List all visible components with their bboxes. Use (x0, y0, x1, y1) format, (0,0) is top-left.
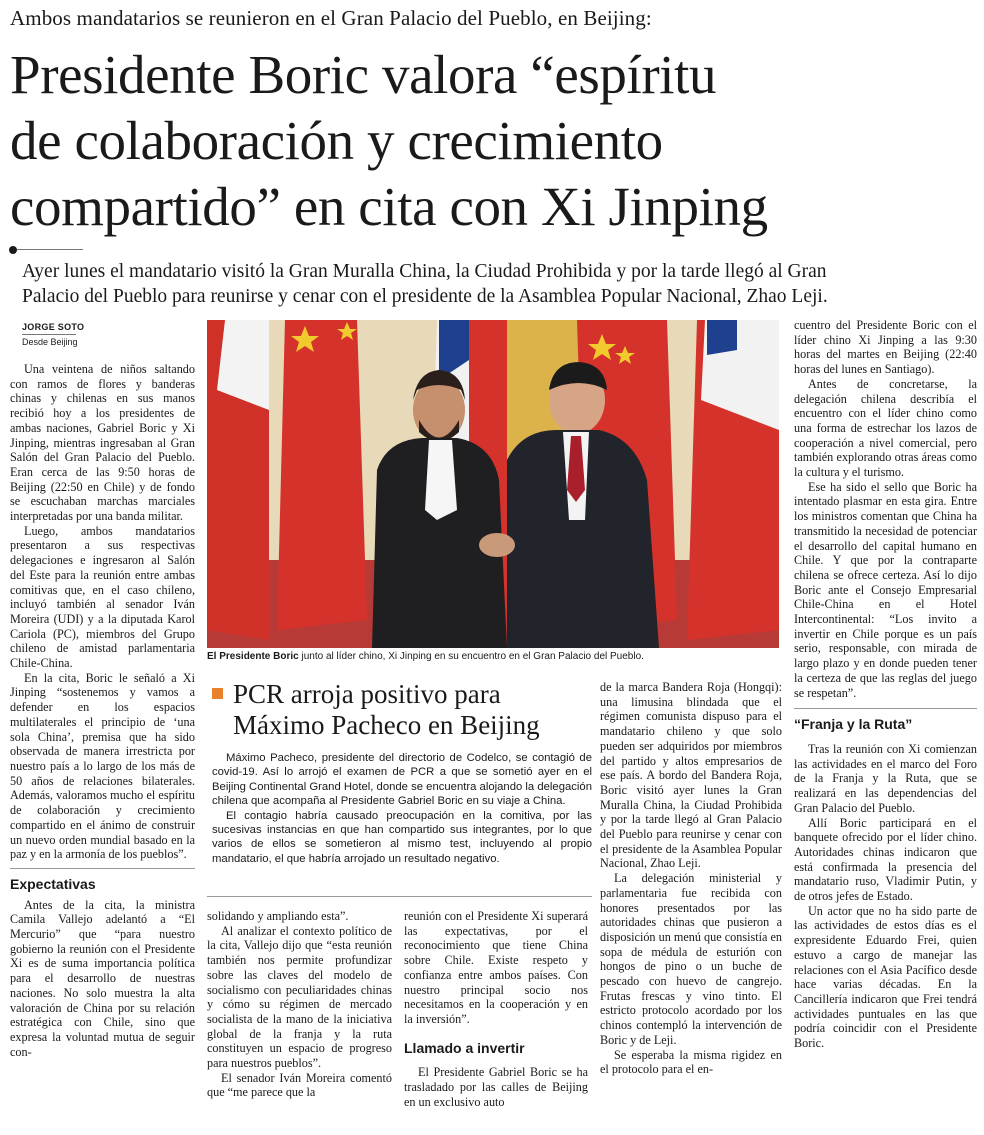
box-bottom-rule (207, 896, 592, 897)
paragraph: Un actor que no ha sido parte de las actividades de estos días es el expresidente Eduardo Frei, quien estuvo a cargo de manejar las relaciones con el Asia Pacífico desde hace varias décadas. En la Cancillería indicaron que Frei tendrá actividades puntuales en las que podría coincidir con el Presidente Boric. (794, 903, 977, 1051)
paragraph: cuentro del Presidente Boric con el líder chino Xi Jinping a las 9:30 horas del martes en Beijing (22:40 horas del lunes en Santiago). (794, 318, 977, 377)
article-column-3 (404, 909, 588, 1109)
headline-line: de colaboración y crecimiento (10, 110, 663, 171)
paragraph: Una veintena de niños saltando con ramos de flores y banderas chinas y chilenas en sus manos recibió hoy a los presidentes de ambas naciones, Gabriel Boric y Xi Jinping, mientras ingresaban al Gran Salón del Gran Palacio del Pueblo. Eran cerca de las 9:50 horas de Beijing (22:50 en Chile) y de fondo se escuchaban marchas marciales interpretadas por una banda militar. (10, 362, 195, 524)
article-column-4 (600, 680, 782, 1077)
bullet-dot (9, 246, 17, 254)
box-body (212, 751, 592, 866)
divider (10, 868, 195, 869)
paragraph: reunión con el Presidente Xi superará las expectativas, por el reconocimiento que tiene China sobre Chile. Existe respeto y confianza entre ambos países. Con nuestro principal socio nos necesitamos en la cooperación y en la inversión”. (404, 909, 588, 1026)
article-column-2 (207, 909, 392, 1100)
paragraph: de la marca Bandera Roja (Hongqi): una limusina blindada que el régimen comunista dispuso para el mandatario chileno y que solo pueden ser adquiridos por miembros del partido y altos empresarios de ese país. A bordo del Bandera Roja, Boric visitó ayer lunes la Gran Muralla China, la Ciudad Prohibida y por la tarde llegó al Gran Palacio del Pueblo para reunirse y cenar con el presidente de la Asamblea Popular Nacional, Zhao Leji. (600, 680, 782, 871)
article-column-5 (794, 318, 977, 1051)
paragraph: Antes de la cita, la ministra Camila Vallejo adelantó a “El Mercurio” que “para nuestro gobierno la reunión con el Presidente Xi es de suma importancia política para el desarrollo de nuestras naciones. No solo muestra la alta valoración de China por su relación estratégica con Chile, sino que expresa la voluntad mutua de seguir con- (10, 897, 195, 1059)
caption-text: junto al líder chino, Xi Jinping en su encuentro en el Gran Palacio del Pueblo. (298, 651, 644, 662)
paragraph: La delegación ministerial y parlamentaria fue recibida con honores presentados por las autoridades chinas que pusieron a disposición un menú que consistía en sopa de médula de esturión con hongos de pino o un buche de pescado con huevo de cangrejo. Frutas frescas y vino tinto. El estricto protocolo acordado por los chinos contempló la intervención de Boric y de Leji. (600, 871, 782, 1047)
paragraph: Al analizar el contexto político de la cita, Vallejo dijo que “esta reunión también nos permite profundizar sobre las claves del modelo de socialismo con peculiaridades chinas y cómo su régimen de mercado socialista de la mano de la iniciativa global de la franja y la ruta constituyen un espacio de progreso para nuestros pueblos”. (207, 923, 392, 1071)
subheadline-line: Ayer lunes el mandatario visitó la Gran Muralla China, la Ciudad Prohibida y por la tarde llegó al Gran (22, 261, 827, 282)
divider (794, 708, 977, 709)
paragraph: Máximo Pacheco, presidente del directorio de Codelco, se contagió de covid-19. Así lo arrojó el examen de PCR a que se sometió ayer en el Beijing Continental Grand Hotel, donde se encuentra alojando la delegación chilena que acompaña al Presidente Gabriel Boric en su viaje a China. (212, 752, 592, 808)
headline-line: Presidente Boric valora “espíritu (10, 44, 717, 105)
paragraph: El senador Iván Moreira comentó que “me parece que la (207, 1070, 392, 1100)
box-title-line: PCR arroja positivo para (233, 679, 501, 709)
subheadline-line: Palacio del Pueblo para reunirse y cenar con el presidente de la Asamblea Popular Nacional, Zhao Leji. (22, 286, 828, 307)
box-title (233, 679, 540, 741)
box-marker (212, 688, 223, 699)
subheadline (22, 259, 977, 309)
headline (10, 42, 980, 240)
photo-illustration (207, 320, 779, 648)
subhead-franja: “Franja y la Ruta” (794, 716, 913, 733)
headline-line: compartido” en cita con Xi Jinping (10, 176, 768, 237)
paragraph: Allí Boric participará en el banquete ofrecido por el líder chino. Autoridades chinas indicaron que está confirmada la presencia del mandatario ruso, Vladimir Putin, y de otros jefes de Estado. (794, 815, 977, 904)
kicker: Ambos mandatarios se reunieron en el Gran Palacio del Pueblo, en Beijing: (10, 6, 652, 30)
article-column-1 (10, 362, 195, 1059)
paragraph: Antes de concretarse, la delegación chilena describía el encuentro con el líder chino como una forma de estrechar los lazos de cooperación a nivel comercial, pero también explorando otras áreas como la cultura y el turismo. (794, 376, 977, 480)
photo-caption (207, 651, 782, 662)
bullet-rule (17, 249, 83, 250)
subhead-llamado: Llamado a invertir (404, 1039, 525, 1056)
paragraph: El contagio habría causado preocupación en la comitiva, por las sucesivas instancias en que han compartido sus integrantes, por lo que varios de ellos se sometieron al mismo test, incluyendo al propio mandatario, el que habría arrojado un resultado negativo. (212, 809, 592, 865)
caption-bold: El Presidente Boric (207, 651, 299, 662)
paragraph: solidando y ampliando esta”. (207, 909, 349, 923)
byline-dateline: Desde Beijing (22, 337, 78, 347)
paragraph: El Presidente Gabriel Boric se ha trasladado por las calles de Beijing en un exclusivo auto (404, 1065, 588, 1109)
paragraph: Ese ha sido el sello que Boric ha intentado plasmar en esta gira. Entre los ministros comentan que China ha transmitido la necesidad de potenciar el desarrollo del capital humano en Chile. Y que por la contraparte chilena se ofrece certeza. Así lo dijo Boric ante el Consejo Empresarial Chile-China en el Hotel Intercontinental: “Los invito a invertir en Chile porque es un país serio, responsable, con mirada de largo plazo y en donde pueden tener la certeza de que las reglas del juego se respetan”. (794, 479, 977, 700)
box-title-line: Máximo Pacheco en Beijing (233, 710, 540, 740)
subhead-expectativas: Expectativas (10, 875, 96, 892)
byline-rule (22, 334, 76, 335)
paragraph: Luego, ambos mandatarios presentaron a sus respectivas delegaciones e ingresaron al Salón del Este para la reunión entre ambas comitivas que, en el caso chileno, incluyó también al senador Iván Moreira (UDI) y a la diputada Karol Cariola (PC), miembros del Grupo chileno de amistad parlamentaria Chile-China. (10, 523, 195, 671)
paragraph: Se esperaba la misma rigidez en el protocolo para el en- (600, 1047, 782, 1077)
paragraph: En la cita, Boric le señaló a Xi Jinping “sostenemos y vamos a defender en los espacios multilaterales el principio de ‘una sola China’, premisa que ha sido observada de manera irrestricta por nuestro país a lo largo de los más de 50 años de relaciones bilaterales. Además, valoramos mucho el espíritu de colaboración y crecimiento compartido en el ánimo de construir un nuevo orden mundial basado en la paz y en la armonía de los pueblos”. (10, 670, 195, 862)
main-photo (207, 320, 779, 648)
byline-author: JORGE SOTO (22, 322, 85, 332)
paragraph: Tras la reunión con Xi comienzan las actividades en el marco del Foro de la Franja y la Ruta, que se realizará en las dependencias del Gran Palacio del Pueblo. (794, 741, 977, 815)
